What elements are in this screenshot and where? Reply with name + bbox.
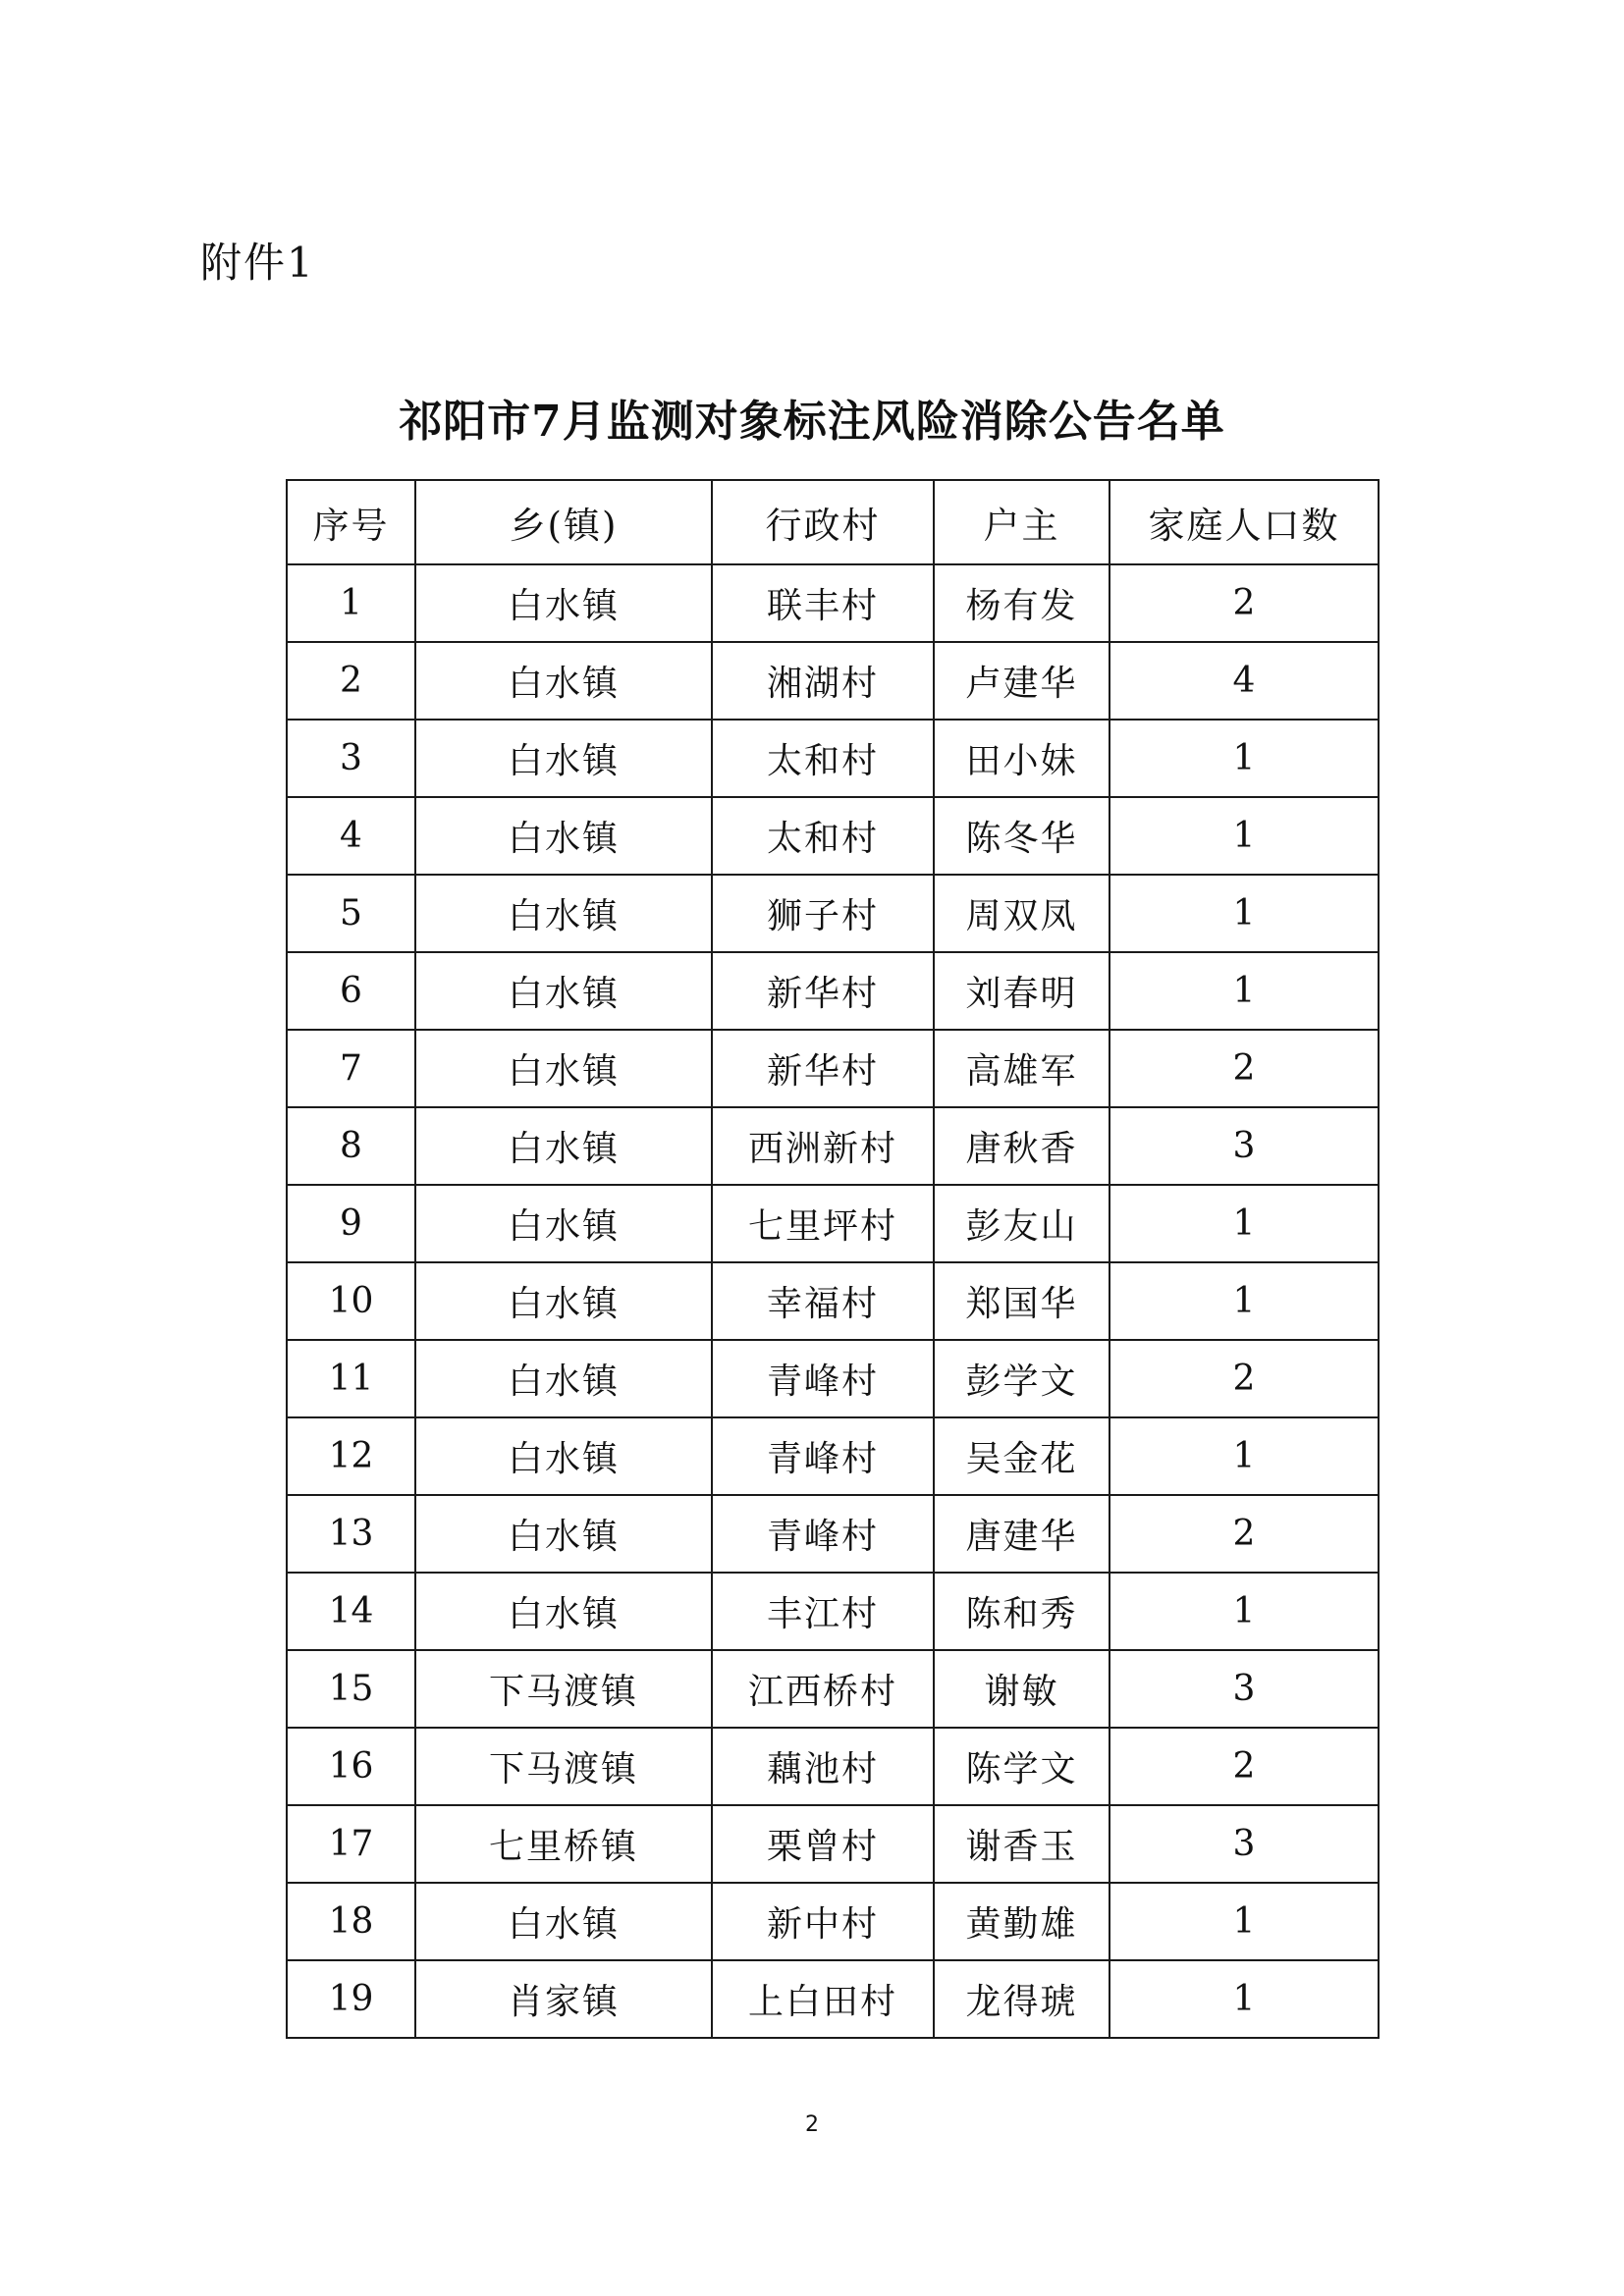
table-row: [287, 720, 1379, 797]
cell-town: 下马渡镇: [415, 1728, 712, 1805]
cell-village: 太和村: [712, 797, 934, 875]
cell-village: 西洲新村: [712, 1107, 934, 1185]
cell-family-size: 2: [1110, 564, 1379, 642]
cell-family-size: 1: [1110, 875, 1379, 952]
cell-family-size: 1: [1110, 1883, 1379, 1960]
cell-household-head: 卢建华: [934, 642, 1110, 720]
household-table: [286, 479, 1380, 2039]
cell-town: 白水镇: [415, 1030, 712, 1107]
cell-household-head: 陈冬华: [934, 797, 1110, 875]
table-row: [287, 1340, 1379, 1417]
cell-seq: 14: [287, 1573, 415, 1650]
cell-household-head: 陈学文: [934, 1728, 1110, 1805]
cell-village: 联丰村: [712, 564, 934, 642]
cell-family-size: 1: [1110, 1262, 1379, 1340]
cell-village: 新华村: [712, 952, 934, 1030]
household-table-container: [286, 479, 1378, 2039]
cell-town: 白水镇: [415, 1262, 712, 1340]
cell-family-size: 3: [1110, 1650, 1379, 1728]
cell-town: 白水镇: [415, 1573, 712, 1650]
cell-household-head: 龙得琥: [934, 1960, 1110, 2038]
cell-seq: 9: [287, 1185, 415, 1262]
table-row: [287, 1960, 1379, 2038]
cell-seq: 11: [287, 1340, 415, 1417]
cell-household-head: 谢香玉: [934, 1805, 1110, 1883]
table-header-row: [287, 480, 1379, 564]
cell-town: 白水镇: [415, 564, 712, 642]
table-header: [287, 480, 1379, 564]
cell-village: 七里坪村: [712, 1185, 934, 1262]
table-row: [287, 1805, 1379, 1883]
cell-family-size: 1: [1110, 1185, 1379, 1262]
header-family-size: 家庭人口数: [1110, 480, 1379, 564]
cell-seq: 6: [287, 952, 415, 1030]
cell-village: 狮子村: [712, 875, 934, 952]
page-number: 2: [805, 2112, 819, 2137]
cell-household-head: 唐秋香: [934, 1107, 1110, 1185]
cell-village: 上白田村: [712, 1960, 934, 2038]
cell-town: 七里桥镇: [415, 1805, 712, 1883]
cell-family-size: 1: [1110, 1960, 1379, 2038]
cell-seq: 17: [287, 1805, 415, 1883]
cell-village: 江西桥村: [712, 1650, 934, 1728]
cell-village: 青峰村: [712, 1417, 934, 1495]
cell-family-size: 2: [1110, 1728, 1379, 1805]
cell-household-head: 杨有发: [934, 564, 1110, 642]
table-row: [287, 1495, 1379, 1573]
table-row: [287, 1030, 1379, 1107]
cell-town: 白水镇: [415, 875, 712, 952]
cell-town: 白水镇: [415, 1495, 712, 1573]
cell-household-head: 谢敏: [934, 1650, 1110, 1728]
document-title: 祁阳市7月监测对象标注风险消除公告名单: [399, 397, 1225, 447]
cell-village: 幸福村: [712, 1262, 934, 1340]
cell-village: 太和村: [712, 720, 934, 797]
cell-seq: 13: [287, 1495, 415, 1573]
cell-family-size: 1: [1110, 952, 1379, 1030]
cell-household-head: 郑国华: [934, 1262, 1110, 1340]
cell-village: 新中村: [712, 1883, 934, 1960]
cell-town: 白水镇: [415, 720, 712, 797]
cell-family-size: 2: [1110, 1030, 1379, 1107]
cell-household-head: 吴金花: [934, 1417, 1110, 1495]
cell-household-head: 彭友山: [934, 1185, 1110, 1262]
table-row: [287, 1883, 1379, 1960]
cell-town: 白水镇: [415, 1417, 712, 1495]
cell-family-size: 2: [1110, 1340, 1379, 1417]
cell-household-head: 陈和秀: [934, 1573, 1110, 1650]
cell-family-size: 1: [1110, 720, 1379, 797]
cell-seq: 12: [287, 1417, 415, 1495]
cell-town: 白水镇: [415, 1185, 712, 1262]
header-seq: 序号: [287, 480, 415, 564]
cell-family-size: 1: [1110, 1417, 1379, 1495]
cell-town: 下马渡镇: [415, 1650, 712, 1728]
cell-household-head: 唐建华: [934, 1495, 1110, 1573]
cell-household-head: 刘春明: [934, 952, 1110, 1030]
cell-town: 白水镇: [415, 642, 712, 720]
cell-household-head: 彭学文: [934, 1340, 1110, 1417]
cell-town: 白水镇: [415, 952, 712, 1030]
cell-village: 青峰村: [712, 1340, 934, 1417]
cell-family-size: 1: [1110, 1573, 1379, 1650]
cell-seq: 10: [287, 1262, 415, 1340]
cell-household-head: 高雄军: [934, 1030, 1110, 1107]
table-row: [287, 564, 1379, 642]
table-row: [287, 952, 1379, 1030]
table-row: [287, 1573, 1379, 1650]
header-household-head: 户主: [934, 480, 1110, 564]
cell-village: 新华村: [712, 1030, 934, 1107]
cell-seq: 3: [287, 720, 415, 797]
cell-seq: 7: [287, 1030, 415, 1107]
cell-town: 肖家镇: [415, 1960, 712, 2038]
cell-family-size: 3: [1110, 1805, 1379, 1883]
cell-household-head: 田小妹: [934, 720, 1110, 797]
cell-seq: 5: [287, 875, 415, 952]
cell-village: 栗曾村: [712, 1805, 934, 1883]
cell-town: 白水镇: [415, 1107, 712, 1185]
cell-family-size: 1: [1110, 797, 1379, 875]
table-row: [287, 797, 1379, 875]
cell-seq: 15: [287, 1650, 415, 1728]
cell-seq: 16: [287, 1728, 415, 1805]
table-row: [287, 1262, 1379, 1340]
cell-town: 白水镇: [415, 797, 712, 875]
cell-seq: 19: [287, 1960, 415, 2038]
cell-seq: 2: [287, 642, 415, 720]
cell-seq: 18: [287, 1883, 415, 1960]
table-row: [287, 1107, 1379, 1185]
cell-family-size: 4: [1110, 642, 1379, 720]
cell-village: 丰江村: [712, 1573, 934, 1650]
cell-town: 白水镇: [415, 1883, 712, 1960]
table-body: [287, 564, 1379, 2038]
cell-seq: 1: [287, 564, 415, 642]
attachment-label: 附件1: [200, 239, 315, 287]
cell-family-size: 2: [1110, 1495, 1379, 1573]
table-row: [287, 875, 1379, 952]
table-row: [287, 1728, 1379, 1805]
table-row: [287, 1417, 1379, 1495]
table-row: [287, 1650, 1379, 1728]
cell-village: 藕池村: [712, 1728, 934, 1805]
table-row: [287, 1185, 1379, 1262]
cell-village: 湘湖村: [712, 642, 934, 720]
table-row: [287, 642, 1379, 720]
cell-town: 白水镇: [415, 1340, 712, 1417]
cell-household-head: 黄勤雄: [934, 1883, 1110, 1960]
cell-village: 青峰村: [712, 1495, 934, 1573]
header-village: 行政村: [712, 480, 934, 564]
cell-seq: 4: [287, 797, 415, 875]
cell-family-size: 3: [1110, 1107, 1379, 1185]
header-town: 乡(镇): [415, 480, 712, 564]
cell-household-head: 周双凤: [934, 875, 1110, 952]
cell-seq: 8: [287, 1107, 415, 1185]
